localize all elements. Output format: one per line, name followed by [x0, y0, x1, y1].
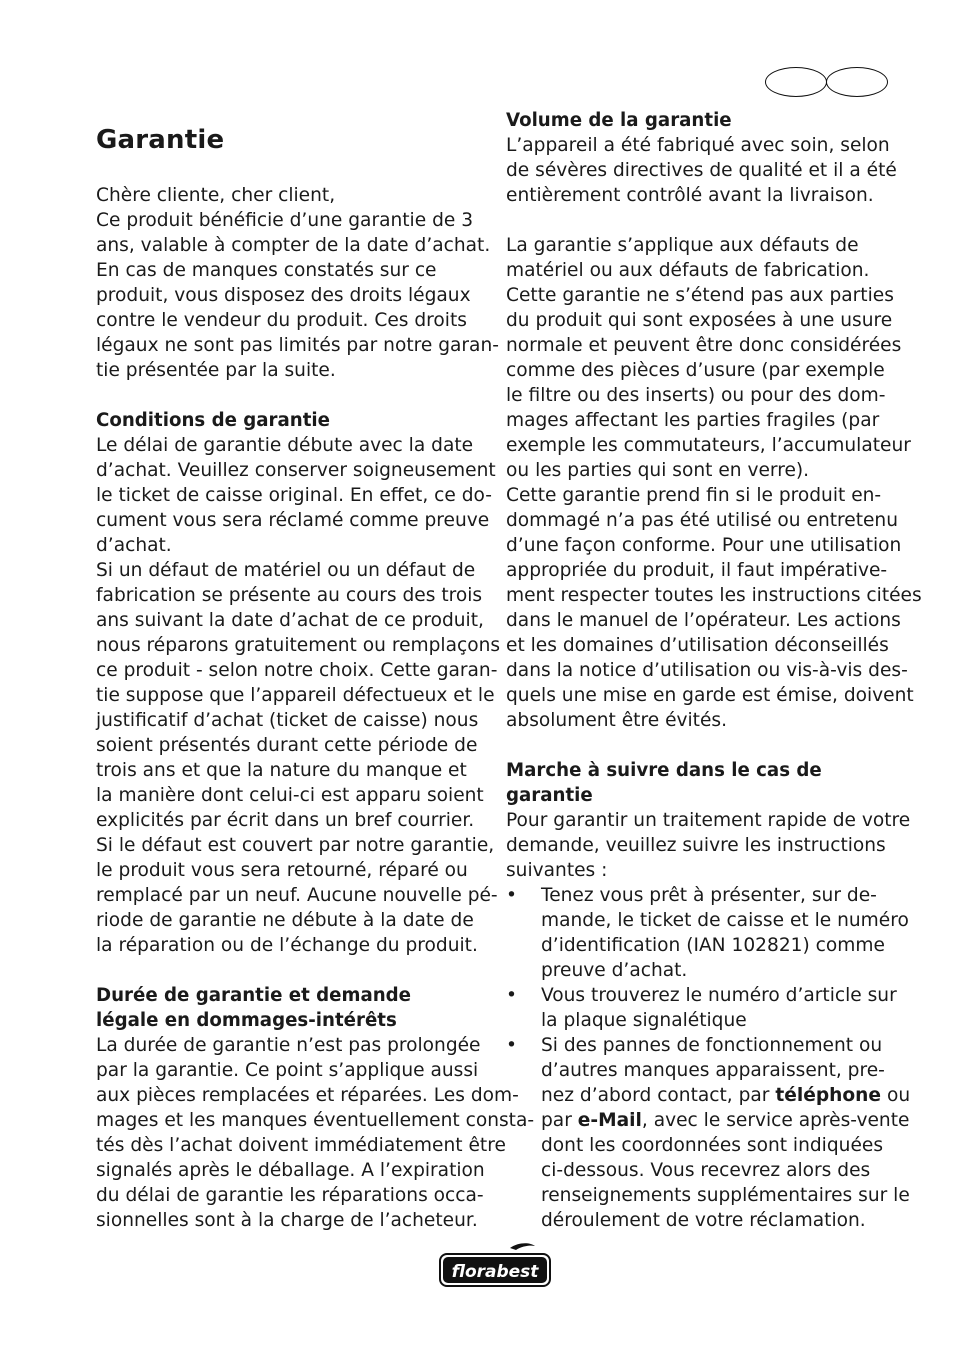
volume-heading: Volume de la garantie: [506, 110, 732, 131]
telephone-emphasis: téléphone: [775, 1085, 882, 1106]
text-line: appropriée du produit, il faut impérative-: [506, 560, 888, 581]
text-line: entièrement contrôlé avant la livraison.: [506, 185, 874, 206]
text-line: du produit qui sont exposées à une usure: [506, 310, 893, 331]
text-line: demande, veuillez suivre les instructions: [506, 835, 886, 856]
conditions-paragraph: [96, 433, 501, 958]
text-line: Si le défaut est couvert par notre garantie,: [96, 835, 495, 856]
text-line: matériel ou aux défauts de fabrication.: [506, 260, 870, 281]
text-line: Si un défaut de matériel ou un défaut de: [96, 560, 476, 581]
duration-heading-line: Durée de garantie et demande: [96, 985, 412, 1006]
text-line: tie suppose que l’appareil défectueux et le: [96, 685, 495, 706]
text-segment: par: [541, 1110, 578, 1131]
florabest-logo: [438, 1240, 552, 1290]
text-line: dans la notice d’utilisation ou vis-à-vis des-: [506, 660, 908, 681]
duration-paragraph: [96, 1033, 535, 1233]
text-line: dommagé n’a pas été utilisé ou entretenu: [506, 510, 898, 531]
language-badges: [765, 67, 889, 99]
text-line: riode de garantie ne débute à la date de: [96, 910, 474, 931]
bullet-line: [506, 883, 896, 908]
text-line: le filtre ou des inserts) ou pour des dom-: [506, 385, 886, 406]
bullet-line: [506, 983, 896, 1008]
text-segment: , avec le service après-vente: [641, 1110, 910, 1131]
text-line: du délai de garantie les réparations occa-: [96, 1185, 484, 1206]
text-line: d’une façon conforme. Pour une utilisation: [506, 535, 902, 556]
text-line: tie présentée par la suite.: [96, 360, 336, 381]
text-line: comme des pièces d’usure (par exemple: [506, 360, 885, 381]
bullet-line: la plaque signalétique: [541, 1010, 747, 1031]
text-line: quels une mise en garde est émise, doivent: [506, 685, 914, 706]
logo-leaf: [510, 1243, 535, 1250]
text-line: normale et peuvent être donc considérées: [506, 335, 902, 356]
text-line: de sévères directives de qualité et il a été: [506, 160, 897, 181]
intro-paragraph: [96, 183, 499, 383]
text-line: produit, vous disposez des droits légaux: [96, 285, 471, 306]
bullet-line: [506, 1108, 910, 1133]
text-line: absolument être évités.: [506, 710, 728, 731]
text-line: d’achat.: [96, 535, 172, 556]
bullet-line: d’autres manques apparaissent, pre-: [541, 1060, 885, 1081]
text-line: et les domaines d’utilisation déconseillés: [506, 635, 889, 656]
text-line: ans, valable à compter de la date d’achat.: [96, 235, 491, 256]
bullet-line: dont les coordonnées sont indiquées: [541, 1135, 884, 1156]
text-line: aux pièces remplacées et réparées. Les dom-: [96, 1085, 519, 1106]
text-line: trois ans et que la nature du manque et: [96, 760, 467, 781]
text-line: ans suivant la date d’achat de ce produit,: [96, 610, 484, 631]
text-line: remplacé par un neuf. Aucune nouvelle pé-: [96, 885, 498, 906]
conditions-heading: Conditions de garantie: [96, 410, 331, 431]
text-line: ce produit - selon notre choix. Cette garan-: [96, 660, 498, 681]
bullet-line: d’identification (IAN 102821) comme: [541, 935, 885, 956]
text-line: L’appareil a été fabriqué avec soin, selon: [506, 135, 890, 156]
bullet-text: Si des pannes de fonctionnement ou: [541, 1035, 883, 1056]
text-line: justificatif d’achat (ticket de caisse) nous: [96, 710, 479, 731]
left-column: [96, 183, 535, 1233]
text-line: En cas de manques constatés sur ce: [96, 260, 437, 281]
text-line: explicités par écrit dans un bref courrier.: [96, 810, 475, 831]
text-line: ment respecter toutes les instructions citées: [506, 585, 922, 606]
procedure-heading-line: Marche à suivre dans le cas de: [506, 760, 822, 781]
bullet-icon: •: [506, 985, 517, 1006]
text-line: d’achat. Veuillez conserver soigneusement: [96, 460, 496, 481]
email-emphasis: e-Mail: [577, 1110, 642, 1131]
procedure-intro: [506, 808, 911, 883]
bullet-item-3: [506, 1033, 911, 1233]
text-line: Pour garantir un traitement rapide de votre: [506, 810, 911, 831]
bullet-line: renseignements supplémentaires sur le: [541, 1185, 910, 1206]
text-line: Chère cliente, cher client,: [96, 185, 336, 206]
right-column: [506, 108, 922, 1233]
text-segment: ou: [881, 1085, 911, 1106]
bullet-text: Tenez vous prêt à présenter, sur de-: [541, 885, 877, 906]
volume-paragraph-2: [506, 233, 922, 733]
text-line: signalés après le déballage. A l’expiration: [96, 1160, 485, 1181]
text-line: mages affectant les parties fragiles (par: [506, 410, 880, 431]
procedure-heading-line: garantie: [506, 785, 593, 806]
text-line: légaux ne sont pas limités par notre garan-: [96, 335, 499, 356]
text-line: tés dès l’achat doivent immédiatement être: [96, 1135, 506, 1156]
text-line: Ce produit bénéficie d’une garantie de 3: [96, 210, 474, 231]
text-line: par la garantie. Ce point s’applique aussi: [96, 1060, 479, 1081]
bullet-line: ci-dessous. Vous recevrez alors des: [541, 1160, 871, 1181]
text-line: soient présentés durant cette période de: [96, 735, 478, 756]
bullet-item-2: [506, 983, 896, 1033]
text-segment: nez d’abord contact, par: [541, 1085, 776, 1106]
text-line: la réparation ou de l’échange du produit.: [96, 935, 478, 956]
bullet-text: Vous trouverez le numéro d’article sur: [541, 985, 897, 1006]
text-line: La garantie s’applique aux défauts de: [506, 235, 859, 256]
text-line: ou les parties qui sont en verre).: [506, 460, 810, 481]
text-line: contre le vendeur du produit. Ces droits: [96, 310, 467, 331]
text-line: La durée de garantie n’est pas prolongée: [96, 1035, 481, 1056]
bullet-line: preuve d’achat.: [541, 960, 688, 981]
language-badge-right: [826, 67, 888, 97]
language-badge-left: [765, 67, 827, 97]
page-title: Garantie: [96, 125, 225, 155]
text-line: mages et les manques éventuellement consta-: [96, 1110, 535, 1131]
text-line: le ticket de caisse original. En effet, ce do-: [96, 485, 492, 506]
text-line: Le délai de garantie débute avec la date: [96, 435, 474, 456]
bullet-line: [506, 1083, 911, 1108]
text-line: nous réparons gratuitement ou remplaçons: [96, 635, 501, 656]
bullet-icon: •: [506, 885, 517, 906]
logo-text: florabest: [451, 1262, 539, 1282]
bullet-line: mande, le ticket de caisse et le numéro: [541, 910, 909, 931]
duration-heading-line: légale en dommages-intérêts: [96, 1010, 397, 1031]
bullet-line: déroulement de votre réclamation.: [541, 1210, 866, 1231]
text-line: fabrication se présente au cours des trois: [96, 585, 483, 606]
text-line: Cette garantie prend fin si le produit en-: [506, 485, 882, 506]
bullet-icon: •: [506, 1035, 517, 1056]
text-line: cument vous sera réclamé comme preuve: [96, 510, 490, 531]
text-line: la manière dont celui-ci est apparu soient: [96, 785, 484, 806]
text-line: suivantes :: [506, 860, 608, 881]
text-line: exemple les commutateurs, l’accumulateur: [506, 435, 911, 456]
text-line: sionnelles sont à la charge de l’acheteur.: [96, 1210, 478, 1231]
bullet-item-1: [506, 883, 909, 983]
volume-paragraph-1: [506, 133, 896, 208]
text-line: le produit vous sera retourné, réparé ou: [96, 860, 468, 881]
text-line: Cette garantie ne s’étend pas aux parties: [506, 285, 894, 306]
text-line: dans le manuel de l’opérateur. Les actions: [506, 610, 901, 631]
bullet-line: [506, 1033, 896, 1058]
